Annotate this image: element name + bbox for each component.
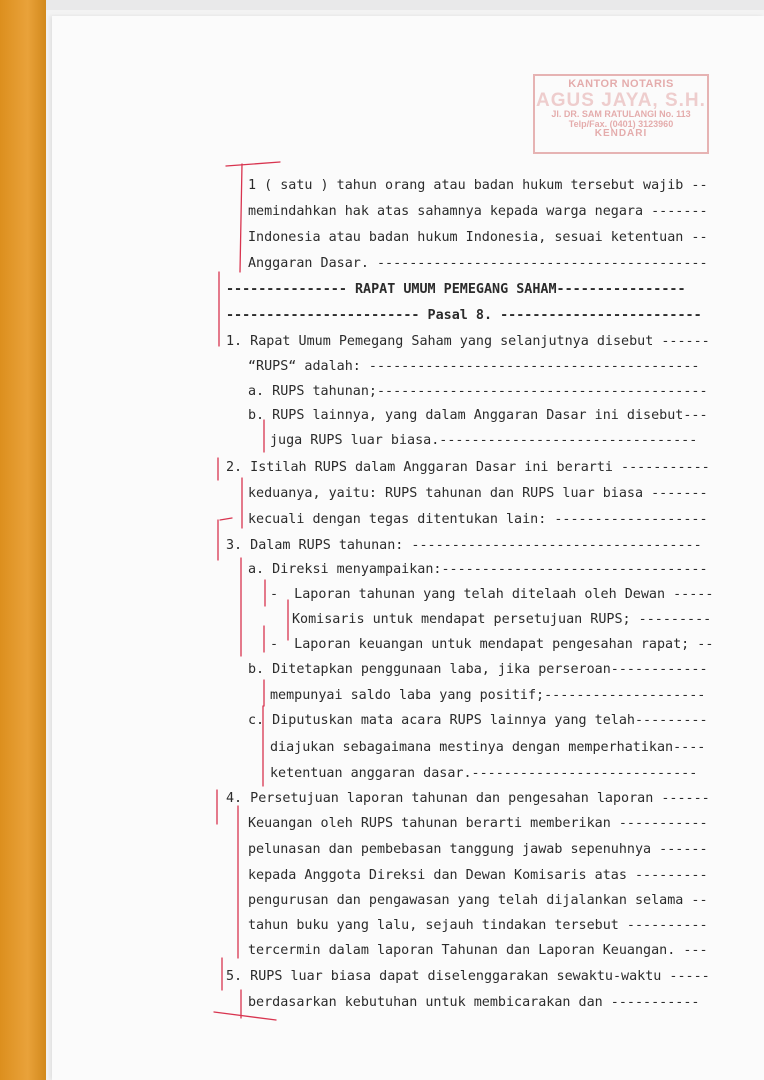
notary-stamp [533,74,709,154]
text-line: 1. Rapat Umum Pemegang Saham yang selanjutnya disebut ------ [226,334,710,349]
text-line: a. Direksi menyampaikan:--------------------------------- [248,562,708,577]
text-line: diajukan sebagaimana mestinya dengan memperhatikan---- [270,740,706,755]
text-line: “RUPS“ adalah: ----------------------------------------- [248,359,700,374]
text-line: Komisaris untuk mendapat persetujuan RUPS; --------- [292,612,712,627]
text-line: memindahkan hak atas sahamnya kepada warga negara ------- [248,204,708,219]
text-line: c. Diputuskan mata acara RUPS lainnya yang telah--------- [248,713,708,728]
article-heading: ------------------------ Pasal 8. ------------------------- [226,308,702,323]
text-line: keduanya, yaitu: RUPS tahunan dan RUPS luar biasa ------- [248,486,708,501]
text-line: - Laporan tahunan yang telah ditelaah oleh Dewan ----- [270,587,714,602]
text-line: 3. Dalam RUPS tahunan: ------------------------------------ [226,538,702,553]
text-line: 2. Istilah RUPS dalam Anggaran Dasar ini berarti ----------- [226,460,710,475]
text-line: a. RUPS tahunan;----------------------------------------- [248,384,708,399]
stamp-phone: Telp/Fax. (0401) 3123960 [568,118,674,129]
stamp-office: KANTOR NOTARIS [568,78,674,90]
text-line: 1 ( satu ) tahun orang atau badan hukum tersebut wajib -- [248,178,708,193]
text-line: - Laporan keuangan untuk mendapat pengesahan rapat; -- [270,637,714,652]
text-line: kecuali dengan tegas ditentukan lain: ------------------- [248,512,708,527]
text-line: 5. RUPS luar biasa dapat diselenggarakan sewaktu-waktu ----- [226,969,710,984]
stamp-address: Jl. DR. SAM RATULANGI No. 113 [551,109,691,120]
chapter-heading: --------------- RAPAT UMUM PEMEGANG SAHAM---------------- [226,282,686,297]
text-line: b. RUPS lainnya, yang dalam Anggaran Dasar ini disebut--- [248,408,708,423]
text-line: tahun buku yang lalu, sejauh tindakan tersebut ---------- [248,918,708,933]
binding-strip [0,0,46,1080]
text-line: Indonesia atau badan hukum Indonesia, sesuai ketentuan -- [248,230,708,245]
text-line: juga RUPS luar biasa.-------------------------------- [270,433,698,448]
text-line: kepada Anggota Direksi dan Dewan Komisaris atas --------- [248,868,708,883]
text-line: b. Ditetapkan penggunaan laba, jika perseroan------------ [248,662,708,677]
stamp-name: AGUS JAYA, S.H. [536,89,706,111]
text-line: 4. Persetujuan laporan tahunan dan pengesahan laporan ------ [226,791,710,806]
text-line: berdasarkan kebutuhan untuk membicarakan dan ----------- [248,995,700,1010]
stamp-city: KENDARI [594,128,648,140]
text-line: Anggaran Dasar. ----------------------------------------- [248,256,708,271]
text-line: ketentuan anggaran dasar.---------------------------- [270,766,698,781]
text-line: pelunasan dan pembebasan tanggung jawab sepenuhnya ------ [248,842,708,857]
text-line: pengurusan dan pengawasan yang telah dijalankan selama -- [248,893,708,908]
text-line: Keuangan oleh RUPS tahunan berarti memberikan ----------- [248,816,708,831]
text-line: tercermin dalam laporan Tahunan dan Laporan Keuangan. --- [248,943,708,958]
text-line: mempunyai saldo laba yang positif;-------------------- [270,688,706,703]
